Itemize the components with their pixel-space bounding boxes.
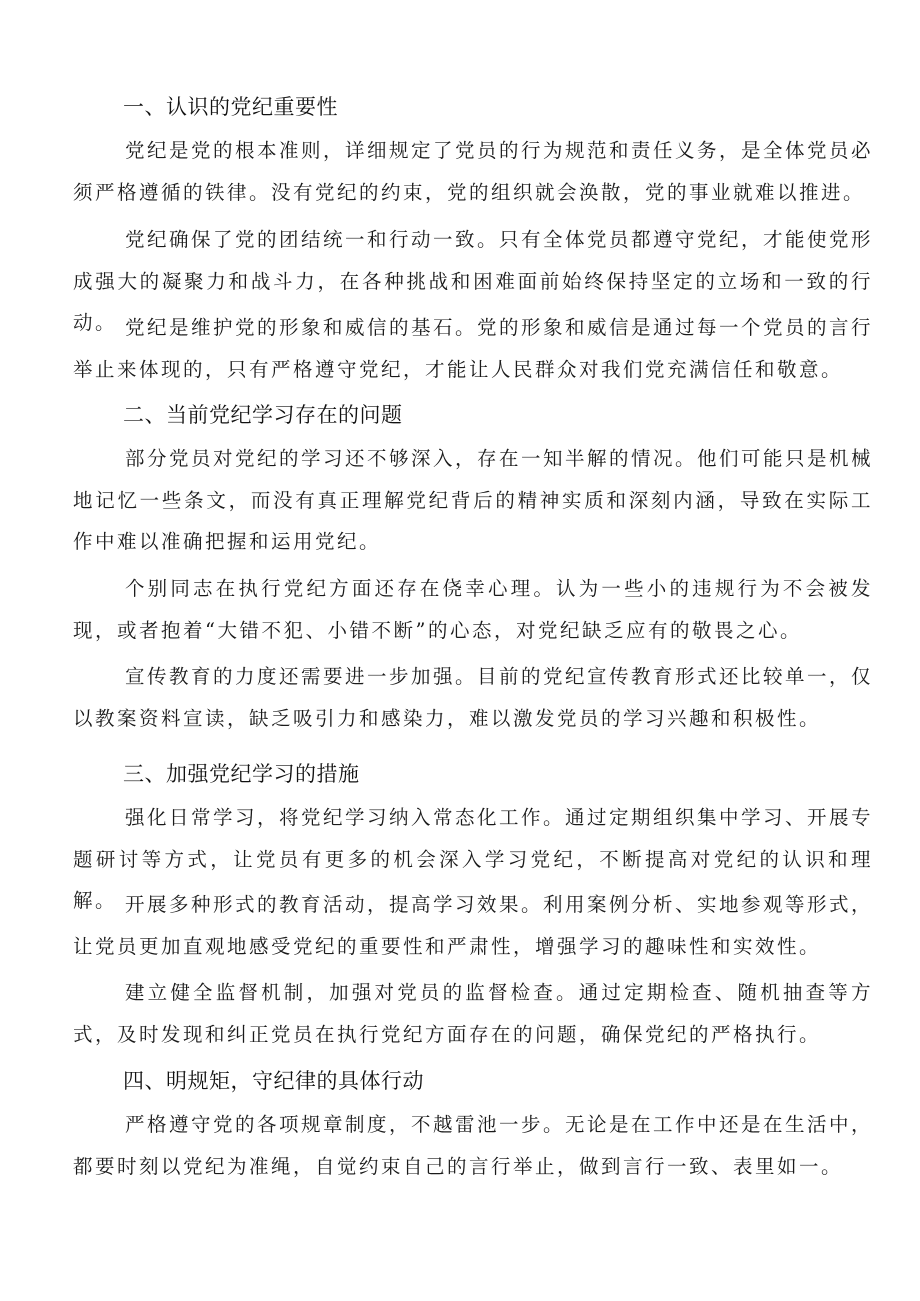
paragraph: 党纪确保了党的团结统一和行动一致。只有全体党员都遵守党纪，才能使党形成强大的凝聚力和战斗力，在各种挑战和困难面前始终保持坚定的立场和一致的行动。 (73, 228, 874, 334)
paragraph: 党纪是党的根本准则，详细规定了党员的行为规范和责任义务，是全体党员必须严格遵循的铁律。没有党纪的约束，党的组织就会涣散，党的事业就难以推进。 (73, 139, 874, 204)
section-heading: 一、认识的党纪重要性 (123, 95, 338, 119)
paragraph: 建立健全监督机制，加强对党员的监督检查。通过定期检查、随机抽查等方式，及时发现和纠正党员在执行党纪方面存在的问题，确保党纪的严格执行。 (73, 981, 873, 1046)
paragraph: 严格遵守党的各项规章制度，不越雷池一步。无论是在工作中还是在生活中，都要时刻以党纪为准绳，自觉约束自己的言行举止，做到言行一致、表里如一。 (73, 1113, 874, 1178)
paragraph: 宣传教育的力度还需要进一步加强。目前的党纪宣传教育形式还比较单一，仅以教案资料宣读，缺乏吸引力和感染力，难以激发党员的学习兴趣和积极性。 (73, 665, 874, 730)
paragraph: 部分党员对党纪的学习还不够深入，存在一知半解的情况。他们可能只是机械地记忆一些条文，而没有真正理解党纪背后的精神实质和深刻内涵，导致在实际工作中难以准确把握和运用党纪。 (73, 447, 874, 553)
section-heading: 二、当前党纪学习存在的问题 (123, 403, 403, 427)
section-heading: 三、加强党纪学习的措施 (123, 762, 360, 786)
section-heading: 四、明规矩，守纪律的具体行动 (123, 1069, 424, 1093)
paragraph: 强化日常学习，将党纪学习纳入常态化工作。通过定期组织集中学习、开展专题研讨等方式，让党员有更多的机会深入学习党纪，不断提高对党纪的认识和理解。 (73, 806, 874, 912)
paragraph: 党纪是维护党的形象和威信的基石。党的形象和威信是通过每一个党员的言行举止来体现的，只有严格遵守党纪，才能让人民群众对我们党充满信任和敬意。 (73, 316, 874, 381)
paragraph: 开展多种形式的教育活动，提高学习效果。利用案例分析、实地参观等形式，让党员更加直观地感受党纪的重要性和严肃性，增强学习的趣味性和实效性。 (73, 893, 874, 958)
paragraph: 个别同志在执行党纪方面还存在侥幸心理。认为一些小的违规行为不会被发现，或者抱着“大错不犯、小错不断”的心态，对党纪缺乏应有的敬畏之心。 (73, 577, 873, 642)
